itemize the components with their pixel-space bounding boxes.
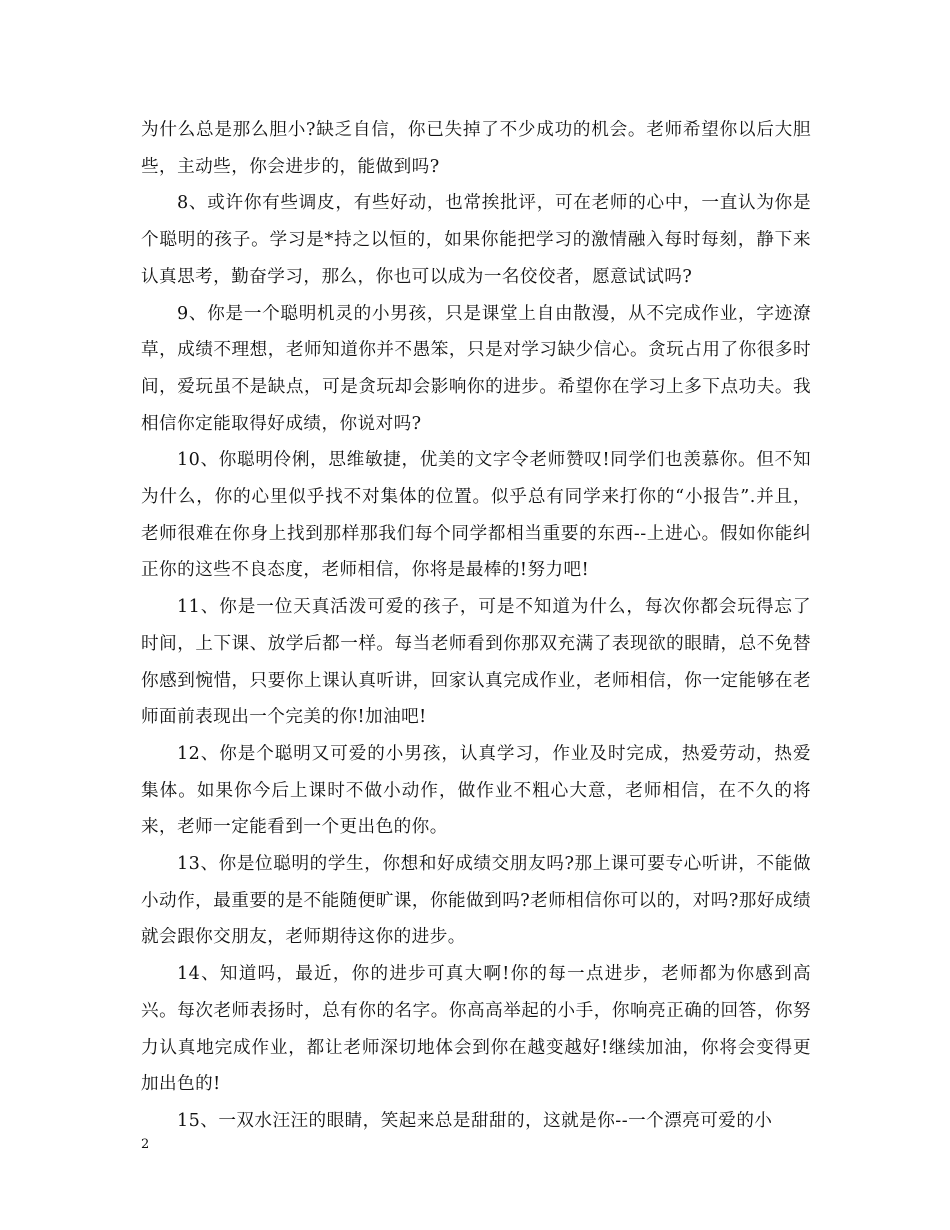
paragraph-12: 12、你是个聪明又可爱的小男孩，认真学习，作业及时完成，热爱劳动，热爱集体。如果你今后上课时不做小动作，做作业不粗心大意，老师相信，在不久的将来，老师一定能看到一个更出色的你。: [141, 743, 811, 838]
paragraph-15: 15、一双水汪汪的眼睛，笑起来总是甜甜的，这就是你--一个漂亮可爱的小: [177, 1110, 773, 1131]
paragraph-14: 14、知道吗，最近，你的进步可真大啊!你的每一点进步，老师都为你感到高兴。每次老师表扬时，总有你的名字。你高高举起的小手，你响亮正确的回答，你努力认真地完成作业，都让老师深切地体会到你在越变越好!继续加油，你将会变得更加出色的!: [141, 964, 811, 1095]
page-number: 2: [141, 1137, 150, 1152]
document-body: [141, 112, 811, 1140]
paragraph-8: 8、或许你有些调皮，有些好动，也常挨批评，可在老师的心中，一直认为你是个聪明的孩子。学习是*持之以恒的，如果你能把学习的激情融入每时每刻，静下来认真思考，勤奋学习，那么，你也可以成为一名佼佼者，愿意试试吗?: [141, 193, 811, 287]
paragraph-13: 13、你是位聪明的学生，你想和好成绩交朋友吗?那上课可要专心听讲，不能做小动作，最重要的是不能随便旷课，你能做到吗?老师相信你可以的，对吗?那好成绩就会跟你交朋友，老师期待这你的进步。: [141, 854, 811, 948]
paragraph-11: 11、你是一位天真活泼可爱的孩子，可是不知道为什么，每次你都会玩得忘了时间，上下课、放学后都一样。每当老师看到你那双充满了表现欲的眼睛，总不免替你感到惋惜，只要你上课认真听讲，回家认真完成作业，老师相信，你一定能够在老师面前表现出一个完美的你!加油吧!: [141, 597, 811, 728]
paragraph-9: 9、你是一个聪明机灵的小男孩，只是课堂上自由散漫，从不完成作业，字迹潦草，成绩不理想，老师知道你并不愚笨，只是对学习缺少信心。贪玩占用了你很多时间，爱玩虽不是缺点，可是贪玩却会影响你的进步。希望你在学习上多下点功夫。我相信你定能取得好成绩，你说对吗?: [141, 303, 811, 434]
paragraph-continued: 为什么总是那么胆小?缺乏自信，你已失掉了不少成功的机会。老师希望你以后大胆些，主动些，你会进步的，能做到吗?: [141, 120, 811, 177]
paragraph-10: 10、你聪明伶俐，思维敏捷，优美的文字令老师赞叹!同学们也羡慕你。但不知为什么，你的心里似乎找不对集体的位置。似乎总有同学来打你的“小报告”.并且，老师很难在你身上找到那样那我们每个同学都相当重要的东西--上进心。假如你能纠正你的这些不良态度，老师相信，你将是最棒的!努力吧!: [141, 450, 811, 581]
